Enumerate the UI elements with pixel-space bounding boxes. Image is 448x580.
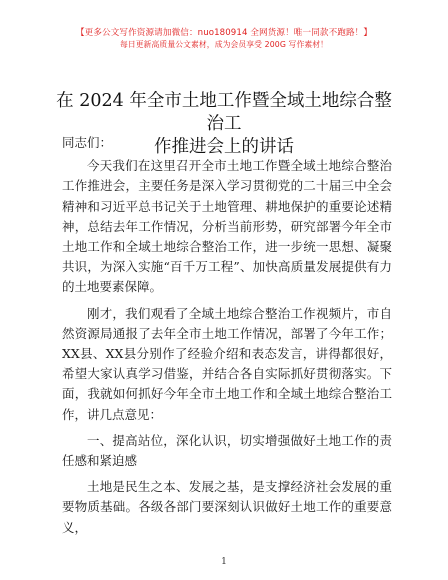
title-line-1: 在 2024 年全市土地工作暨全域土地综合整治工 [56, 91, 392, 134]
paragraph-review: 刚才，我们观看了全域土地综合整治工作视频片，市自然资源局通报了去年全市土地工作情况，部署了今年工作；XX县、XX县分别作了经验介绍和表态发言，讲得都很好，希望大家认真学习借鉴，并结合各自实际抓好贯彻落实。下面，我就如何抓好今年全市土地工作和全域土地综合整治工作，讲几点意见： [62, 305, 392, 422]
section-heading-1: 一、提高站位，深化认识，切实增强做好土地工作的责任感和紧迫感 [62, 432, 392, 469]
banner-line-2: 每日更新高质量公文素材，成为会员享受 200G 写作素材！ [119, 40, 329, 49]
title-line-2: 作推进会上的讲话 [154, 137, 294, 157]
salutation: 同志们： [62, 135, 113, 150]
promo-banner [0, 27, 448, 51]
banner-line-1: 【更多公文写作资源请加微信：nuo180914 全网货源！唯一同款不跑路！】 [75, 28, 373, 38]
page-number: 1 [221, 557, 227, 567]
paragraph-section-1: 土地是民生之本、发展之基，是支撑经济社会发展的重要物质基础。各级各部门要深刻认识做好土地工作的重要意义， [62, 479, 392, 535]
document-body [62, 133, 392, 544]
paragraph-intro: 今天我们在这里召开全市土地工作暨全域土地综合整治工作推进会，主要任务是深入学习贯彻党的二十届三中全会精神和习近平总书记关于土地管理、耕地保护的重要论述精神，总结去年工作情况，分析当前形势，研究部署今年全市土地工作和全域土地综合整治工作，进一步统一思想、凝聚共识，为深入实施“百千万工程”、加快高质量发展提供有力的土地要素保障。 [62, 158, 392, 295]
